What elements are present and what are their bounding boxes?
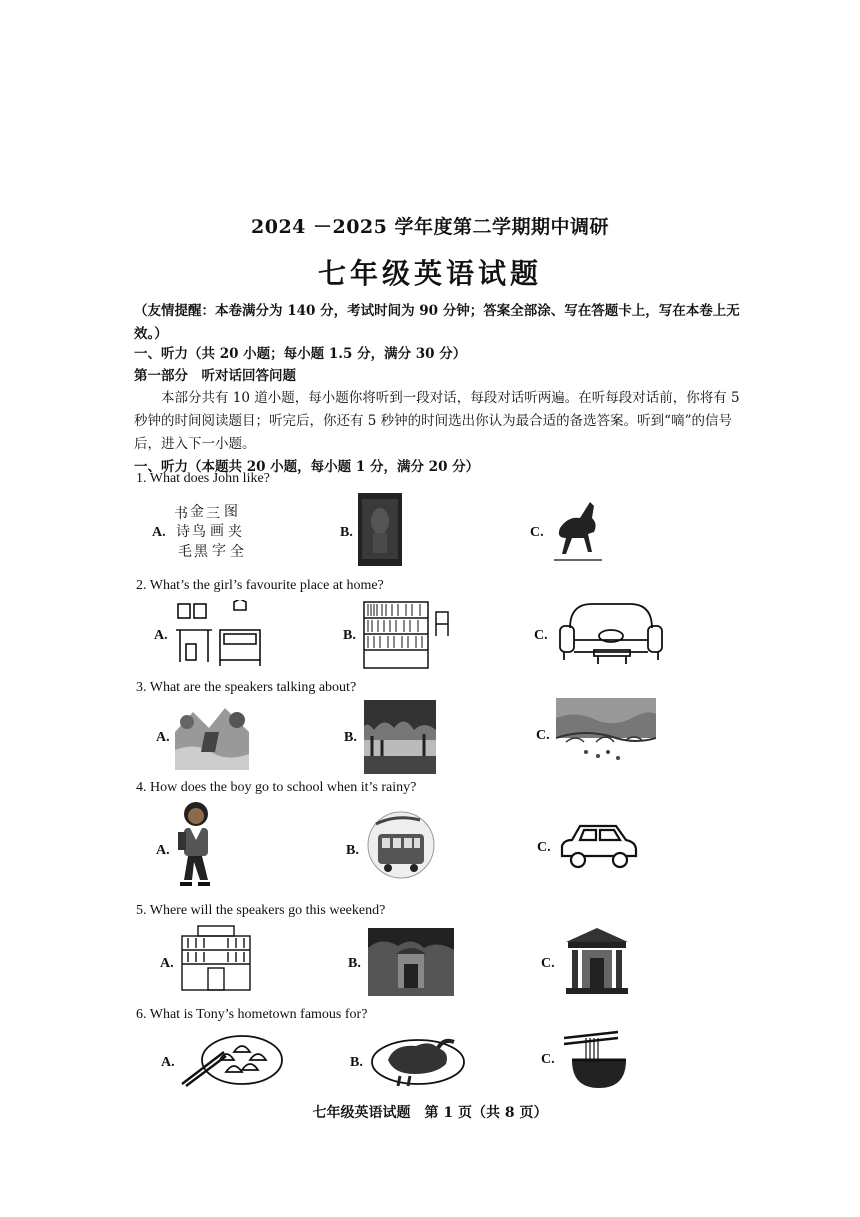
option-5-c[interactable]: C. <box>541 956 555 971</box>
page-footer: 七年级英语试题 第 1 页（共 8 页） <box>312 1105 548 1121</box>
svg-text:图: 图 <box>224 504 238 520</box>
question-3: 3. What are the speakers talking about? <box>136 680 357 695</box>
study-room-icon <box>362 600 454 674</box>
svg-text:毛: 毛 <box>178 544 192 560</box>
option-3-a[interactable]: A. <box>156 730 170 745</box>
question-4: 4. How does the boy go to school when it’s rainy? <box>136 780 417 795</box>
option-4-c[interactable]: C. <box>537 840 551 855</box>
question-5: 5. Where will the speakers go this weekend? <box>136 903 386 918</box>
horse-icon <box>548 494 606 570</box>
svg-text:黑: 黑 <box>194 544 208 560</box>
roast-duck-icon <box>370 1030 466 1092</box>
option-4-a[interactable]: A. <box>156 843 170 858</box>
notice: （友情提醒：本卷满分为 140 分，考试时间为 90 分钟；答案全部涂、写在答题卡上，写在本卷上无效。） <box>134 303 740 342</box>
svg-text:夹: 夹 <box>228 524 242 540</box>
svg-text:字: 字 <box>212 543 226 559</box>
option-1-c[interactable]: C. <box>530 525 544 540</box>
svg-text:鸟: 鸟 <box>192 524 206 540</box>
noodles-icon <box>564 1030 634 1094</box>
section-heading: 一、听力（共 20 小题；每小题 1.5 分，满分 30 分） <box>134 346 467 362</box>
option-5-b[interactable]: B. <box>348 956 361 971</box>
lake-trees-icon <box>364 700 436 778</box>
sub-heading: 一、听力（本题共 20 小题，每小题 1 分，满分 20 分） <box>134 459 480 475</box>
mountain-river-icon <box>175 702 249 774</box>
instructions: 本部分共有 10 道小题，每小题你将听到一段对话，每段对话听两遍。在听每段对话前，你将有 5 秒钟的时间阅读题目；听完后，你还有 5 秒钟的时间选出你认为最合适的备选答案。听到“嘀”的信号后，进入下一小题。 <box>134 390 740 452</box>
snow-field-icon <box>556 698 656 766</box>
dark-statue-photo <box>358 493 402 570</box>
option-3-c[interactable]: C. <box>536 728 550 743</box>
car-icon <box>558 820 640 876</box>
option-6-c[interactable]: C. <box>541 1052 555 1067</box>
park-gate-icon <box>368 928 454 1000</box>
question-1: 1. What does John like? <box>136 471 270 486</box>
svg-text:诗: 诗 <box>176 524 190 540</box>
option-1-b[interactable]: B. <box>340 525 353 540</box>
svg-text:全: 全 <box>230 544 244 560</box>
dumplings-icon <box>180 1030 284 1092</box>
option-6-a[interactable]: A. <box>161 1055 175 1070</box>
svg-text:书: 书 <box>174 506 188 522</box>
calligraphy-icon <box>172 502 252 568</box>
option-3-b[interactable]: B. <box>344 730 357 745</box>
living-room-icon <box>556 600 666 674</box>
question-6: 6. What is Tony’s hometown famous for? <box>136 1007 368 1022</box>
option-1-a[interactable]: A. <box>152 525 166 540</box>
svg-text:金: 金 <box>190 504 204 520</box>
option-5-a[interactable]: A. <box>160 956 174 971</box>
page-title-year: 2024 －2025 学年度第二学期期中调研 <box>251 216 609 238</box>
tram-icon <box>366 810 436 884</box>
svg-text:画: 画 <box>210 523 224 539</box>
hospital-icon <box>178 924 254 998</box>
option-2-b[interactable]: B. <box>343 628 356 643</box>
option-6-b[interactable]: B. <box>350 1055 363 1070</box>
museum-icon <box>564 926 630 1000</box>
bedroom-icon <box>172 600 264 672</box>
part-title: 第一部分 听对话回答问题 <box>134 368 296 384</box>
option-2-c[interactable]: C. <box>534 628 548 643</box>
page-title: 七年级英语试题 <box>317 257 542 290</box>
question-2: 2. What’s the girl’s favourite place at home? <box>136 578 384 593</box>
option-2-a[interactable]: A. <box>154 628 168 643</box>
walking-boy-icon <box>176 800 216 896</box>
svg-text:三: 三 <box>206 506 220 522</box>
option-4-b[interactable]: B. <box>346 843 359 858</box>
